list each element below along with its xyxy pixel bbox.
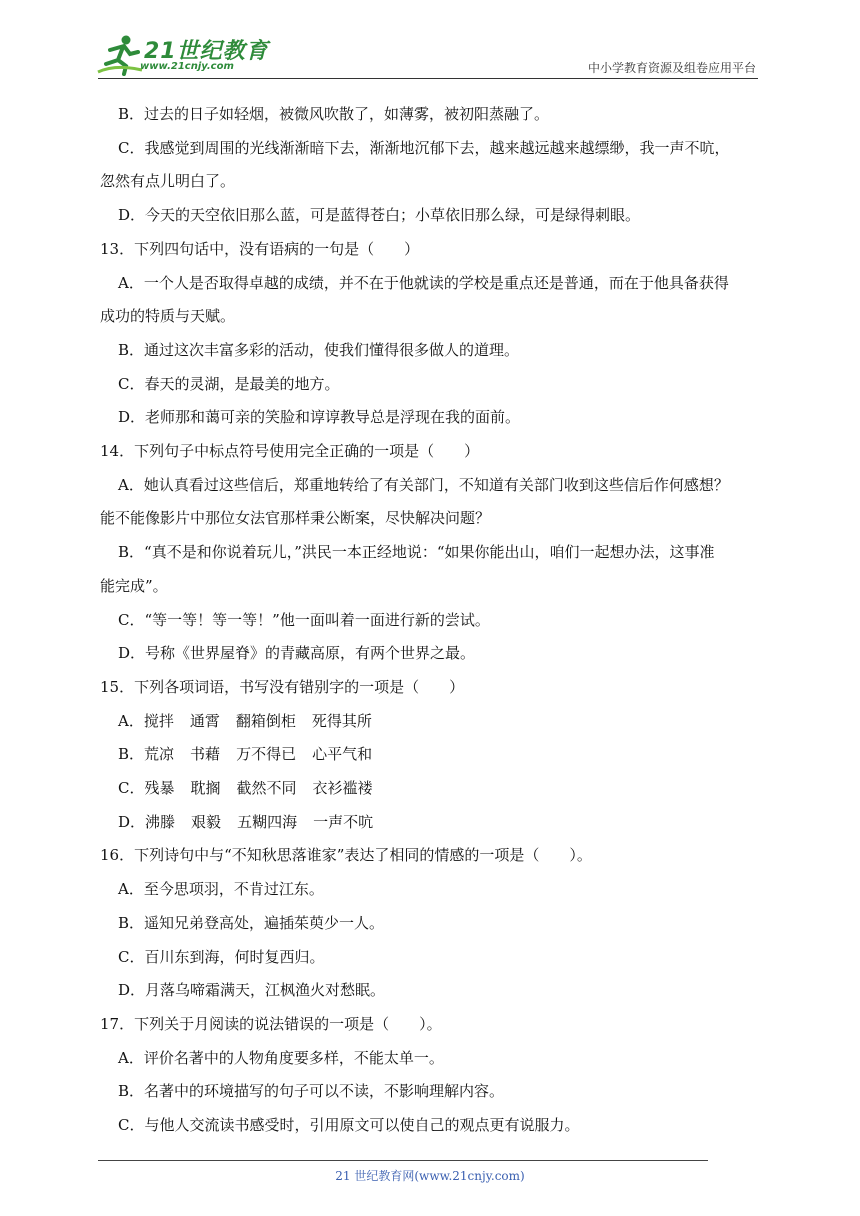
answer-option: B．过去的日子如轻烟，被微风吹散了，如薄雾，被初阳蒸融了。 xyxy=(118,105,550,123)
header-divider xyxy=(98,78,758,79)
document-body xyxy=(100,98,760,1143)
option-label: A． xyxy=(118,711,144,730)
answer-option: A．一个人是否取得卓越的成绩，并不在于他就读的学校是重点还是普通，而在于他具备获得 xyxy=(118,273,729,292)
page-header xyxy=(0,0,860,80)
answer-option: C．我感觉到周围的光线渐渐暗下去，渐渐地沉郁下去，越来越远越来越缥缈，我一声不吭， xyxy=(118,138,730,157)
option-continuation: 能不能像影片中那位女法官那样秉公断案，尽快解决问题？ xyxy=(100,509,491,528)
option-label: D． xyxy=(118,812,146,831)
option-word: 心平气和 xyxy=(312,745,373,764)
question-stem: 13．下列四句话中，没有语病的一句是（ ） xyxy=(100,239,420,258)
option-word: 死得其所 xyxy=(311,711,372,730)
option-continuation: 能完成”。 xyxy=(100,576,168,595)
answer-option: D．今天的天空依旧那么蓝，可是蓝得苍白；小草依旧那么绿，可是绿得刺眼。 xyxy=(118,206,641,225)
option-word: 截然不同 xyxy=(236,779,297,798)
platform-tagline: 中小学教育资源及组卷应用平台 xyxy=(587,61,756,75)
question-stem: 16．下列诗句中与“不知秋思落谁家”表达了相同的情感的一项是（ ）。 xyxy=(100,846,592,865)
footer-divider xyxy=(98,1160,708,1161)
option-word: 通霄 xyxy=(189,711,220,730)
answer-option: A．至今思项羽，不肯过江东。 xyxy=(118,880,324,899)
option-word: 五糊四海 xyxy=(237,812,298,831)
option-label: C． xyxy=(118,779,145,798)
answer-option: A．她认真看过这些信后，郑重地转给了有关部门，不知道有关部门收到这些信后作何感想？ xyxy=(118,475,729,494)
option-word: 残暴 xyxy=(144,779,175,798)
logo-text: 21世纪教育 xyxy=(144,39,269,64)
answer-option: B．“真不是和你说着玩儿，”洪民一本正经地说：“如果你能出山，咱们一起想办法，这事准 xyxy=(118,543,715,562)
answer-option: D．号称《世界屋脊》的青藏高原，有两个世界之最。 xyxy=(118,644,476,663)
answer-option: B．名著中的环境描写的句子可以不读，不影响理解内容。 xyxy=(118,1082,505,1101)
option-word: 书藉 xyxy=(190,745,221,764)
running-man-logo-icon xyxy=(96,34,144,76)
option-word: 衣衫褴褛 xyxy=(312,779,373,798)
answer-option: A．评价名著中的人物角度要多样，不能太单一。 xyxy=(118,1048,444,1067)
option-label: B． xyxy=(118,745,145,764)
option-continuation: 忽然有点儿明白了。 xyxy=(100,172,236,191)
option-word: 艰毅 xyxy=(191,812,222,831)
answer-option xyxy=(100,705,760,739)
option-word: 万不得已 xyxy=(236,745,297,764)
answer-option: C．春天的灵湖，是最美的地方。 xyxy=(118,374,340,393)
answer-option xyxy=(100,738,760,772)
answer-option: B．通过这次丰富多彩的活动，使我们懂得很多做人的道理。 xyxy=(118,340,520,359)
logo-url: www.21cnjy.com xyxy=(140,61,234,72)
answer-option: C．“等一等！等一等！”他一面叫着一面进行新的尝试。 xyxy=(118,610,490,629)
option-word: 沸滕 xyxy=(145,812,176,831)
option-continuation: 成功的特质与天赋。 xyxy=(100,307,236,326)
question-stem: 15．下列各项词语，书写没有错别字的一项是（ ） xyxy=(100,677,465,696)
answer-option: B．遥知兄弟登高处，遍插茱萸少一人。 xyxy=(118,913,385,932)
answer-option xyxy=(100,772,760,806)
option-word: 耽搁 xyxy=(190,779,221,798)
question-stem: 14．下列句子中标点符号使用完全正确的一项是（ ） xyxy=(100,442,480,461)
page-footer: 21 世纪教育网(www.21cnjy.com) xyxy=(335,1169,525,1183)
answer-option xyxy=(100,806,760,840)
answer-option: C．百川东到海，何时复西归。 xyxy=(118,947,325,966)
option-word: 荒凉 xyxy=(144,745,175,764)
answer-option: D．月落乌啼霜满天，江枫渔火对愁眠。 xyxy=(118,981,386,1000)
option-word: 一声不吭 xyxy=(313,812,374,831)
option-word: 翻箱倒柜 xyxy=(235,711,296,730)
question-stem: 17．下列关于月阅读的说法错误的一项是（ ）。 xyxy=(100,1014,442,1033)
site-logo xyxy=(96,34,269,78)
answer-option: C．与他人交流读书感受时，引用原文可以使自己的观点更有说服力。 xyxy=(118,1116,580,1135)
option-word: 搅拌 xyxy=(143,711,174,730)
answer-option: D．老师那和蔼可亲的笑脸和谆谆教导总是浮现在我的面前。 xyxy=(118,408,521,427)
questions-block-2 xyxy=(100,839,760,1142)
q15-options xyxy=(100,705,760,840)
questions-block-1 xyxy=(100,98,760,705)
